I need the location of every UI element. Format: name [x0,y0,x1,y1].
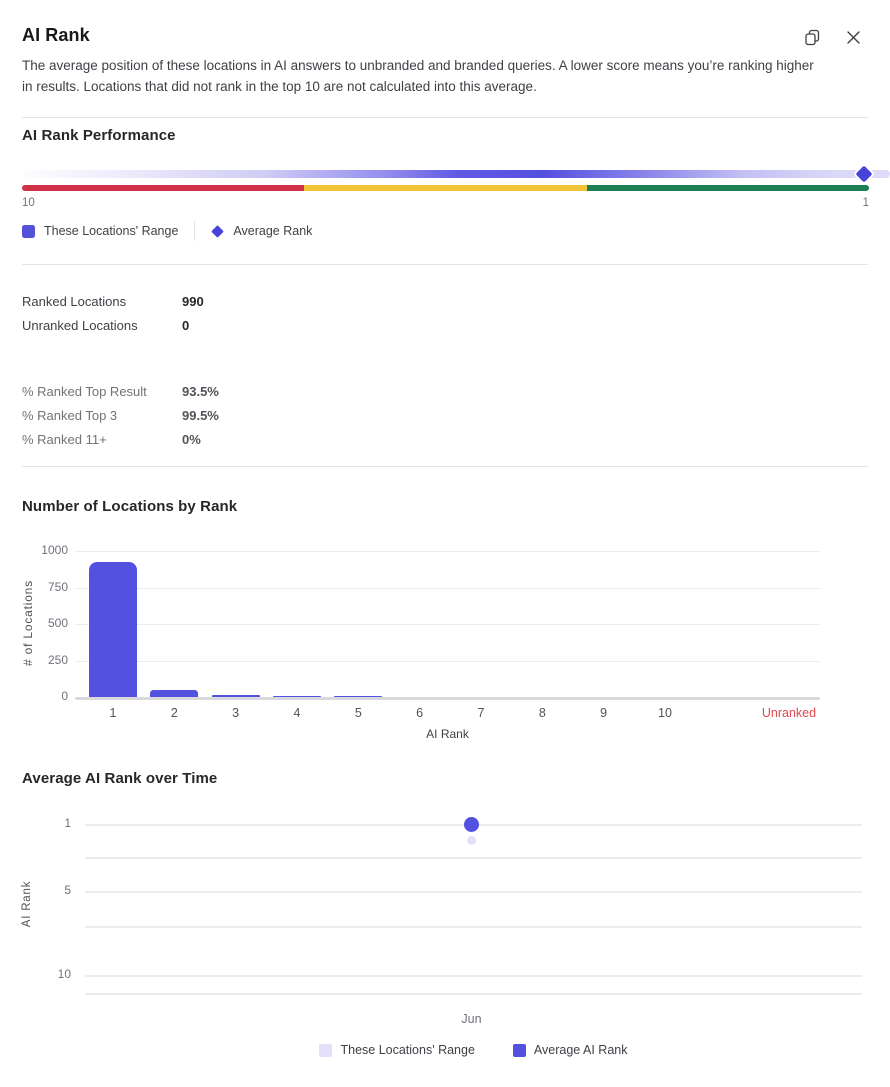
copy-button[interactable] [802,29,822,49]
gridline [75,588,820,589]
gridline [75,551,820,552]
average-rank-point [464,817,479,832]
time-chart-legend [85,1043,862,1057]
gridline [75,624,820,625]
gridline [75,661,820,662]
stat-value: 990 [182,293,204,309]
gridline [85,857,862,859]
x-tick-label: 2 [170,706,178,720]
average-rank-swatch-diamond [212,225,225,238]
y-tick-label: 500 [47,616,68,630]
range-swatch [22,225,35,238]
y-tick-label: 1000 [41,543,68,557]
y-tick-label: 1 [64,816,71,830]
stat-row-pct-top-3 [22,403,219,427]
x-tick-label: 4 [293,706,301,720]
copy-icon [804,29,821,49]
x-tick-label: 5 [354,706,362,720]
y-tick-label: 0 [61,689,68,703]
stat-row-unranked-locations [22,313,204,337]
range-swatch [319,1044,332,1057]
stat-value: 0% [182,431,201,447]
bar [273,696,321,698]
x-tick-label: 9 [600,706,608,720]
stat-value: 93.5% [182,383,219,399]
stat-label: % Ranked Top Result [22,383,147,399]
y-axis-title: # of Locations [21,580,35,666]
average-rank-marker [856,166,873,183]
legend-label: Average AI Rank [533,1043,628,1057]
divider [22,466,868,467]
scale-segment-red [22,185,304,191]
scale-label-best: 1 [862,197,869,209]
x-tick-label: 10 [658,706,672,720]
close-button[interactable] [843,29,863,49]
legend-separator [194,221,195,241]
bar [212,695,260,697]
range-marker [467,836,476,845]
locations-by-rank-chart [0,540,890,746]
x-tick-label: Jun [461,1012,482,1026]
gridline [85,926,862,928]
x-axis-title: AI Rank [426,727,469,741]
scale-label-worst: 10 [22,197,35,209]
gridline [85,975,862,977]
stat-row-ranked-locations [22,289,204,313]
legend-label-average: Average Rank [233,224,313,238]
scale-labels [22,197,869,209]
y-tick-label: 5 [64,883,71,897]
y-tick-label: 750 [47,579,68,594]
bar [150,690,198,697]
x-tick-label: 8 [538,706,546,720]
avg-rank-over-time-chart [0,798,890,1087]
legend-item-average [513,1043,628,1057]
stats-primary [22,289,204,337]
x-tick-label: 1 [109,706,117,720]
y-tick-label: 10 [57,966,71,981]
divider [22,264,868,265]
page-description: The average position of these locations in AI answers to unbranded and branded queries. A lower score means you’re ranking higher in results. Locations that did not rank in the top 10 are not calculated into this average. [22,58,814,94]
y-tick-label: 250 [47,652,68,667]
x-tick-label: 3 [232,706,240,720]
divider [22,117,868,118]
legend-label: These Locations' Range [340,1043,475,1057]
stat-value: 0 [182,317,190,333]
x-axis-line [75,697,820,700]
x-tick-label-unranked: Unranked [761,706,817,720]
stat-row-pct-11-plus [22,427,219,451]
scale-segment-green [587,185,869,191]
stat-value: 99.5% [182,407,219,423]
performance-legend [22,221,312,241]
section-title-locations-by-rank: Number of Locations by Rank [22,498,238,515]
stat-row-pct-top-result [22,379,219,403]
page-title: AI Rank [22,25,90,45]
stat-label: % Ranked 11+ [22,431,107,447]
bar [334,696,382,698]
close-icon [846,30,861,48]
stat-label: % Ranked Top 3 [22,407,118,423]
x-tick-label: 7 [477,706,485,720]
stat-label: Ranked Locations [22,293,127,309]
y-axis-title: AI Rank [21,880,33,928]
rank-range-gradient-bar [22,170,890,178]
stats-secondary [22,379,219,451]
average-swatch [513,1044,526,1057]
section-title-avg-rank-over-time: Average AI Rank over Time [22,770,218,787]
stat-label: Unranked Locations [22,317,138,333]
legend-label-range: These Locations' Range [44,224,179,238]
bar [89,562,137,697]
rank-scale-bar [22,185,869,191]
section-title-performance: AI Rank Performance [22,127,176,144]
gridline [85,891,862,893]
gridline [85,993,862,995]
scale-segment-yellow [304,185,586,191]
x-tick-label: 6 [416,706,424,720]
legend-item-range [319,1043,474,1057]
